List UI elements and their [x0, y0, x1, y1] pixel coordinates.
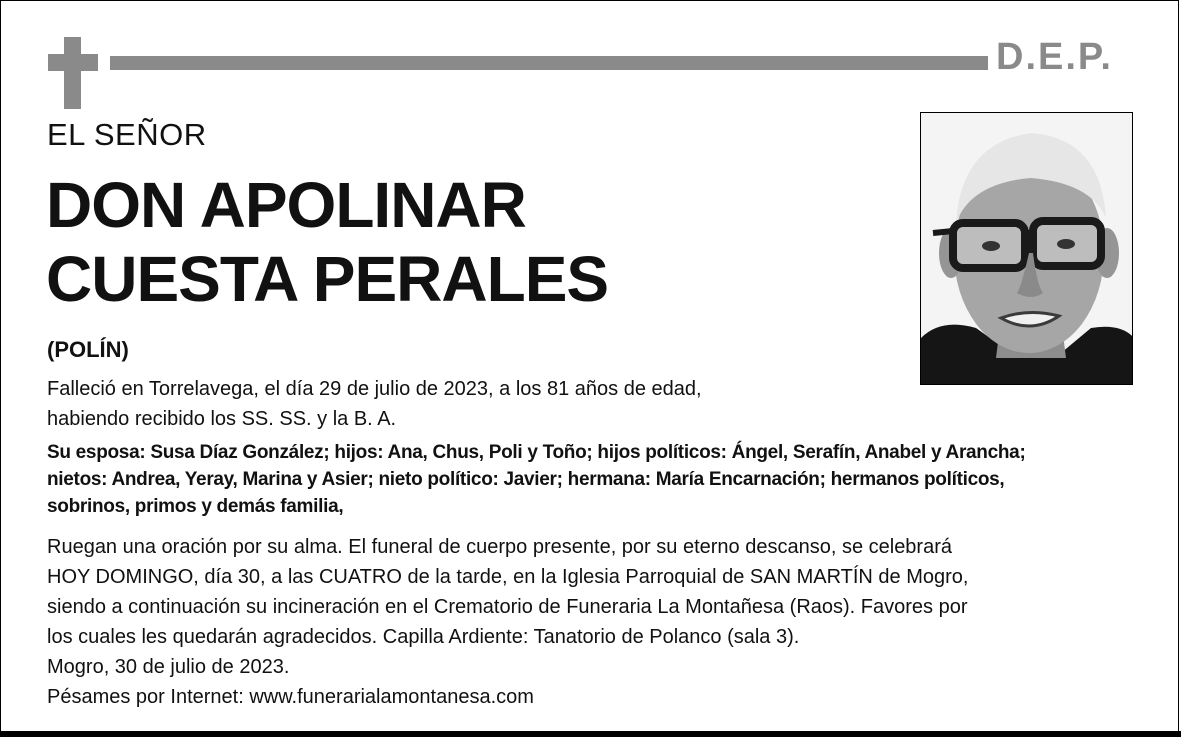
- text-line: habiendo recibido los SS. SS. y la B. A.: [47, 408, 397, 430]
- text-line: los cuales les quedarán agradecidos. Capilla Ardiente: Tanatorio de Polanco (sala 3).: [47, 626, 800, 648]
- place-date: Mogro, 30 de julio de 2023.: [47, 656, 290, 678]
- portrait-photo: [920, 112, 1133, 385]
- text-line: Su esposa: Susa Díaz González; hijos: Ana, Chus, Poli y Toño; hijos políticos: Ángel, Serafín, Anabel y Arancha;: [47, 442, 1026, 463]
- name-line: DON APOLINAR: [46, 169, 526, 241]
- text-line: sobrinos, primos y demás familia,: [47, 496, 344, 517]
- death-notice: [47, 374, 702, 434]
- title-prefix: EL SEÑOR: [47, 117, 207, 152]
- nickname: (POLÍN): [47, 337, 129, 362]
- text-line: Falleció en Torrelavega, el día 29 de julio de 2023, a los 81 años de edad,: [47, 378, 702, 400]
- family-list: [47, 439, 1157, 520]
- header-rule: [110, 56, 988, 70]
- text-line: nietos: Andrea, Yeray, Marina y Asier; nieto político: Javier; hermana: María Encarnación; hermanos políticos,: [47, 469, 1005, 490]
- text-line: HOY DOMINGO, día 30, a las CUATRO de la tarde, en la Iglesia Parroquial de SAN MARTÍN de Mogro,: [47, 566, 969, 588]
- bottom-rule: [0, 731, 1181, 737]
- dep-label: D.E.P.: [996, 36, 1113, 78]
- name-line: CUESTA PERALES: [46, 243, 609, 315]
- condolences-link[interactable]: Pésames por Internet: www.funerarialamontanesa.com: [47, 686, 534, 708]
- text-line: Ruegan una oración por su alma. El funeral de cuerpo presente, por su eterno descanso, se celebrará: [47, 536, 952, 558]
- deceased-name: [46, 168, 608, 316]
- funeral-details: [47, 532, 968, 652]
- text-line: siendo a continuación su incineración en el Crematorio de Funeraria La Montañesa (Raos). Favores por: [47, 596, 968, 618]
- footer: [47, 652, 534, 712]
- cross-icon: [48, 37, 98, 109]
